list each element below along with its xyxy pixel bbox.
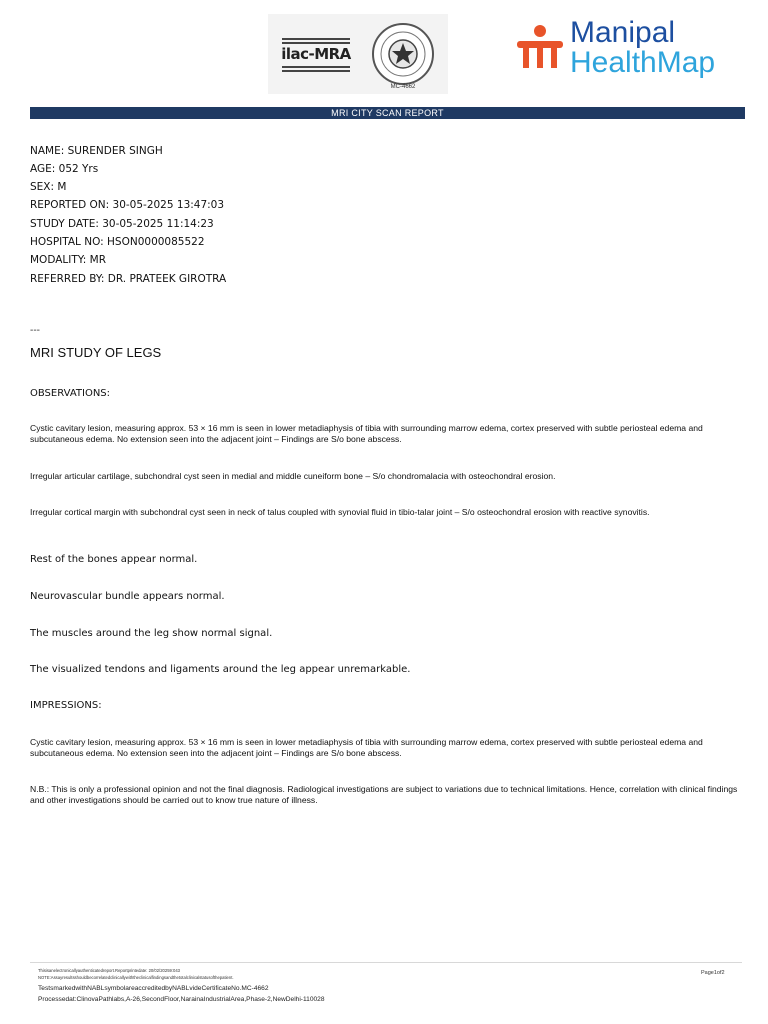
study-title: MRI STUDY OF LEGS [30, 345, 162, 360]
observation-item: Irregular articular cartilage, subchondral cyst seen in medial and middle cuneiform bone – S/o chondromalacia with osteochondral erosion. [30, 471, 556, 481]
modality: MODALITY: MR [30, 254, 107, 266]
observation-item: The visualized tendons and ligaments around the leg appear unremarkable. [30, 664, 411, 675]
patient-name: NAME: SURENDER SINGH [30, 145, 163, 157]
study-date: STUDY DATE: 30-05-2025 11:14:23 [30, 218, 214, 230]
patient-age: AGE: 052 Yrs [30, 163, 99, 175]
observation-item: Rest of the bones appear normal. [30, 554, 198, 565]
hospital-no: HOSPITAL NO: HSON0000085522 [30, 236, 205, 248]
observation-item: The muscles around the leg show normal signal. [30, 628, 273, 639]
reported-on: REPORTED ON: 30-05-2025 13:47:03 [30, 199, 225, 211]
impressions-heading: IMPRESSIONS: [30, 700, 102, 711]
manipal-mark-icon [514, 22, 566, 74]
seal-code: MC-4662 [390, 84, 416, 90]
footer-divider [30, 962, 742, 963]
observation-item: Irregular cortical margin with subchondral cyst seen in neck of talus coupled with synovial fluid in tibio-talar joint – S/o osteochondral erosion with reactive synovitis. [30, 507, 650, 517]
footer-processed-at: Processedat:ClinovaPathlabs,A-26,SecondFloor,NarainaIndustrialArea,Phase-2,NewDelhi-110028 [38, 996, 325, 1003]
ilac-mra-logo [278, 30, 354, 80]
section-separator: --- [30, 325, 40, 336]
referred-by: REFERRED BY: DR. PRATEEK GIROTRA [30, 273, 227, 285]
disclaimer-note: N.B.: This is only a professional opinion and not the final diagnosis. Radiological investigations are subject to variations due to technical limitations. Hence, correlation with clinical findings and other investigations should be carried out to know true nature of illness. [30, 784, 738, 805]
footer-auth-note: Thisisanelectronicallyauthenticatedreport.Reportprintedate: 20/02/20259:043 [38, 968, 181, 973]
footer-nabl-note: TestsmarkedwithNABLsymbolareaccreditedbyNABLvideCertificateNo.MC-4662 [38, 985, 269, 992]
brand-name-line1: Manipal [570, 16, 676, 49]
footer-assay-note: NOTE:Assayresultsshouldbecorrelatedclinicallywiththeclinicalfindingsandthetotalclinicalstatusofthepatient. [38, 975, 234, 980]
manipal-healthmap-logo [514, 18, 754, 82]
patient-sex: SEX: M [30, 181, 67, 193]
ilac-mra-text: ilac-MRA [281, 45, 351, 63]
page-number: Page1of2 [701, 970, 725, 976]
report-type-bar: MRI CITY SCAN REPORT [30, 107, 745, 119]
observation-item: Cystic cavitary lesion, measuring approx. 53 × 16 mm is seen in lower metadiaphysis of tibia with surrounding marrow edema, cortex preserved with subtle periosteal edema and subcutaneous edema. No extension seen into the adjacent joint – Findings are S/o bone abscess. [30, 423, 703, 444]
accreditation-logos [268, 14, 448, 94]
brand-name-line2: HealthMap [570, 46, 716, 79]
impression-item: Cystic cavitary lesion, measuring approx. 53 × 16 mm is seen in lower metadiaphysis of tibia with surrounding marrow edema, cortex preserved with subtle periosteal edema and subcutaneous edema. No extension seen into the adjacent joint – Findings are S/o bone abscess. [30, 737, 703, 758]
observations-heading: OBSERVATIONS: [30, 388, 111, 399]
nabl-seal-icon [371, 22, 435, 86]
observation-item: Neurovascular bundle appears normal. [30, 591, 225, 602]
